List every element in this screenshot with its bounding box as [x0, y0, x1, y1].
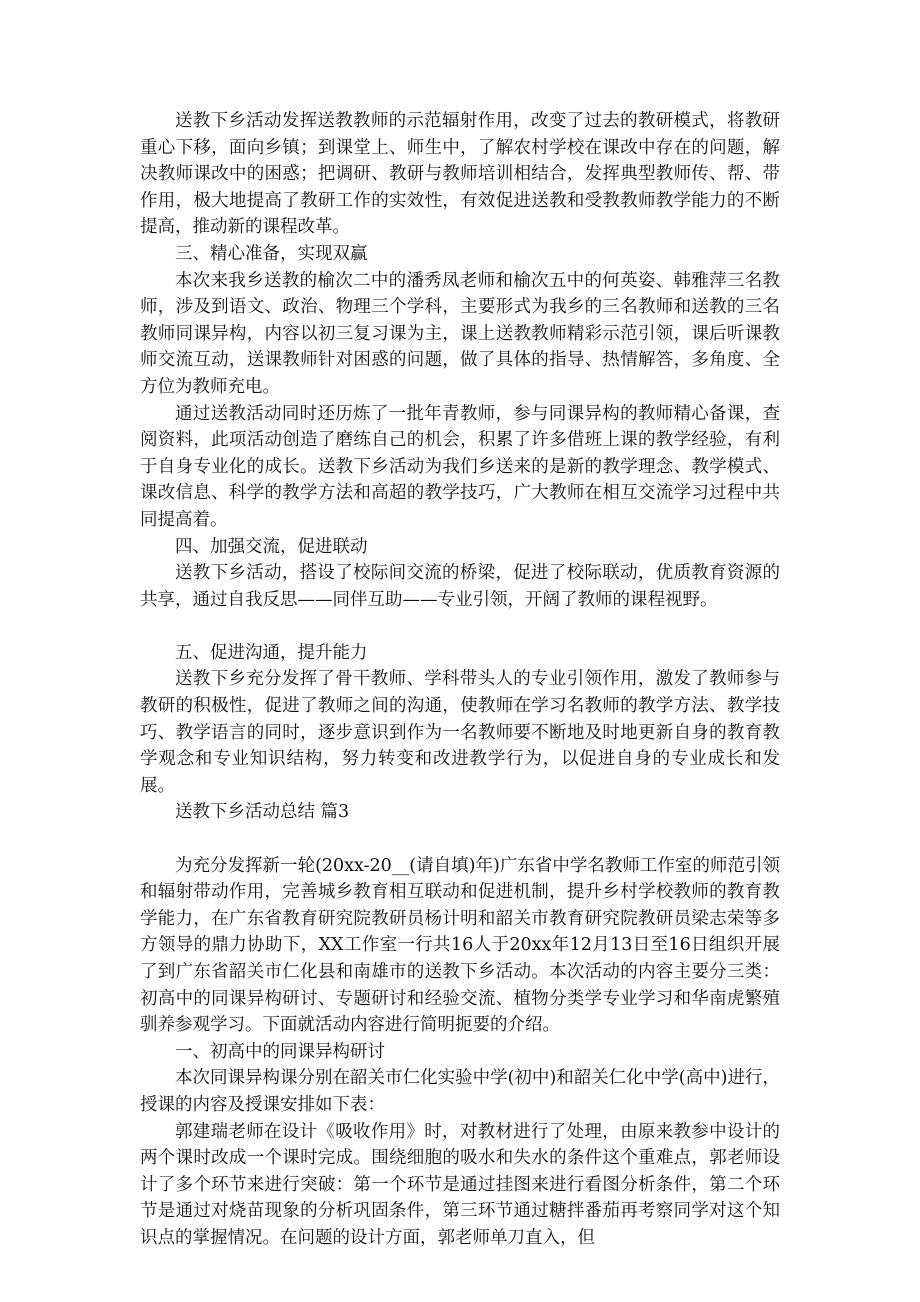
paragraph: 通过送教活动同时还历炼了一批年青教师，参与同课异构的教师精心备课，查阅资料，此项活动创造了磨练自己的机会，积累了许多借班上课的教学经验，有利于自身专业化的成长。送教下乡活动为我们乡送来的是新的教学理念、教学模式、课改信息、科学的教学方法和高超的教学技巧，广大教师在相互交流学习过程中共同提高着。	[140, 403, 780, 530]
section-heading-4: 四、加强交流，促进联动	[175, 536, 368, 557]
paragraph: 郭建瑞老师在设计《吸收作用》时，对教材进行了处理，由原来教参中设计的两个课时改成一个课时完成。围绕细胞的吸水和失水的条件这个重难点，郭老师设计了多个环节来进行突破：第一个环节是通过挂图来进行看图分析条件，第二个环节是通过对烧苗现象的分析巩固条件，第三环节通过糖拌番茄再考察同学对这个知识点的掌握情况。在问题的设计方面，郭老师单刀直入，但	[140, 1121, 780, 1248]
section-heading-1: 一、初高中的同课异构研讨	[175, 1041, 385, 1062]
blank-line	[140, 613, 780, 640]
paragraph: 本次来我乡送教的榆次二中的潘秀凤老师和榆次五中的何英姿、韩雅萍三名教师，涉及到语文、政治、物理三个学科，主要形式为我乡的三名教师和送教的三名教师同课异构，内容以初三复习课为主，课上送教教师精彩示范引领，课后听课教师交流互动，送课教师针对困惑的问题，做了具体的指导、热情解答，多角度、全方位为教师充电。	[140, 270, 780, 397]
document-body	[140, 108, 780, 1252]
section-heading-5: 五、促进沟通，提升能力	[175, 642, 368, 663]
paragraph: 送教下乡充分发挥了骨干教师、学科带头人的专业引领作用，激发了教师参与教研的积极性，促进了教师之间的沟通，使教师在学习名教师的教学方法、教学技巧、教学语言的同时，逐步意识到作为一名教师要不断地及时地更新自身的教育教学观念和专业知识结构，努力转变和改进教学行为，以促进自身的专业成长和发展。	[140, 669, 780, 796]
paragraph: 送教下乡活动，搭设了校际间交流的桥梁，促进了校际联动，优质教育资源的共享，通过自我反思——同伴互助——专业引领，开阔了教师的课程视野。	[140, 563, 780, 610]
blank-line	[140, 826, 780, 853]
section-heading-3: 三、精心准备，实现双赢	[175, 243, 368, 264]
paragraph: 本次同课异构课分别在韶关市仁化实验中学(初中)和韶关仁化中学(高中)进行，授课的内容及授课安排如下表：	[140, 1068, 780, 1115]
article-title-part-3: 送教下乡活动总结 篇3	[175, 802, 350, 823]
paragraph: 为充分发挥新一轮(20xx-20__(请自填)年)广东省中学名教师工作室的师范引领和辐射带动作用，完善城乡教育相互联动和促进机制，提升乡村学校教师的教育教学能力，在广东省教育研究院教研员杨计明和韶关市教育研究院教研员梁志荣等多方领导的鼎力协助下，XX工作室一行共16人于20xx年12月13日至16日组织开展了到广东省韶关市仁化县和南雄市的送教下乡活动。本次活动的内容主要分三类：初高中的同课异构研讨、专题研讨和经验交流、植物分类学专业学习和华南虎繁殖驯养参观学习。下面就活动内容进行简明扼要的介绍。	[140, 855, 780, 1036]
paragraph-intro: 送教下乡活动发挥送教教师的示范辐射作用，改变了过去的教研模式，将教研重心下移，面向乡镇；到课堂上、师生中，了解农村学校在课改中存在的问题，解决教师课改中的困惑；把调研、教研与教师培训相结合，发挥典型教师传、帮、带作用，极大地提高了教研工作的实效性，有效促进送教和受教教师教学能力的不断提高，推动新的课程改革。	[140, 111, 780, 238]
